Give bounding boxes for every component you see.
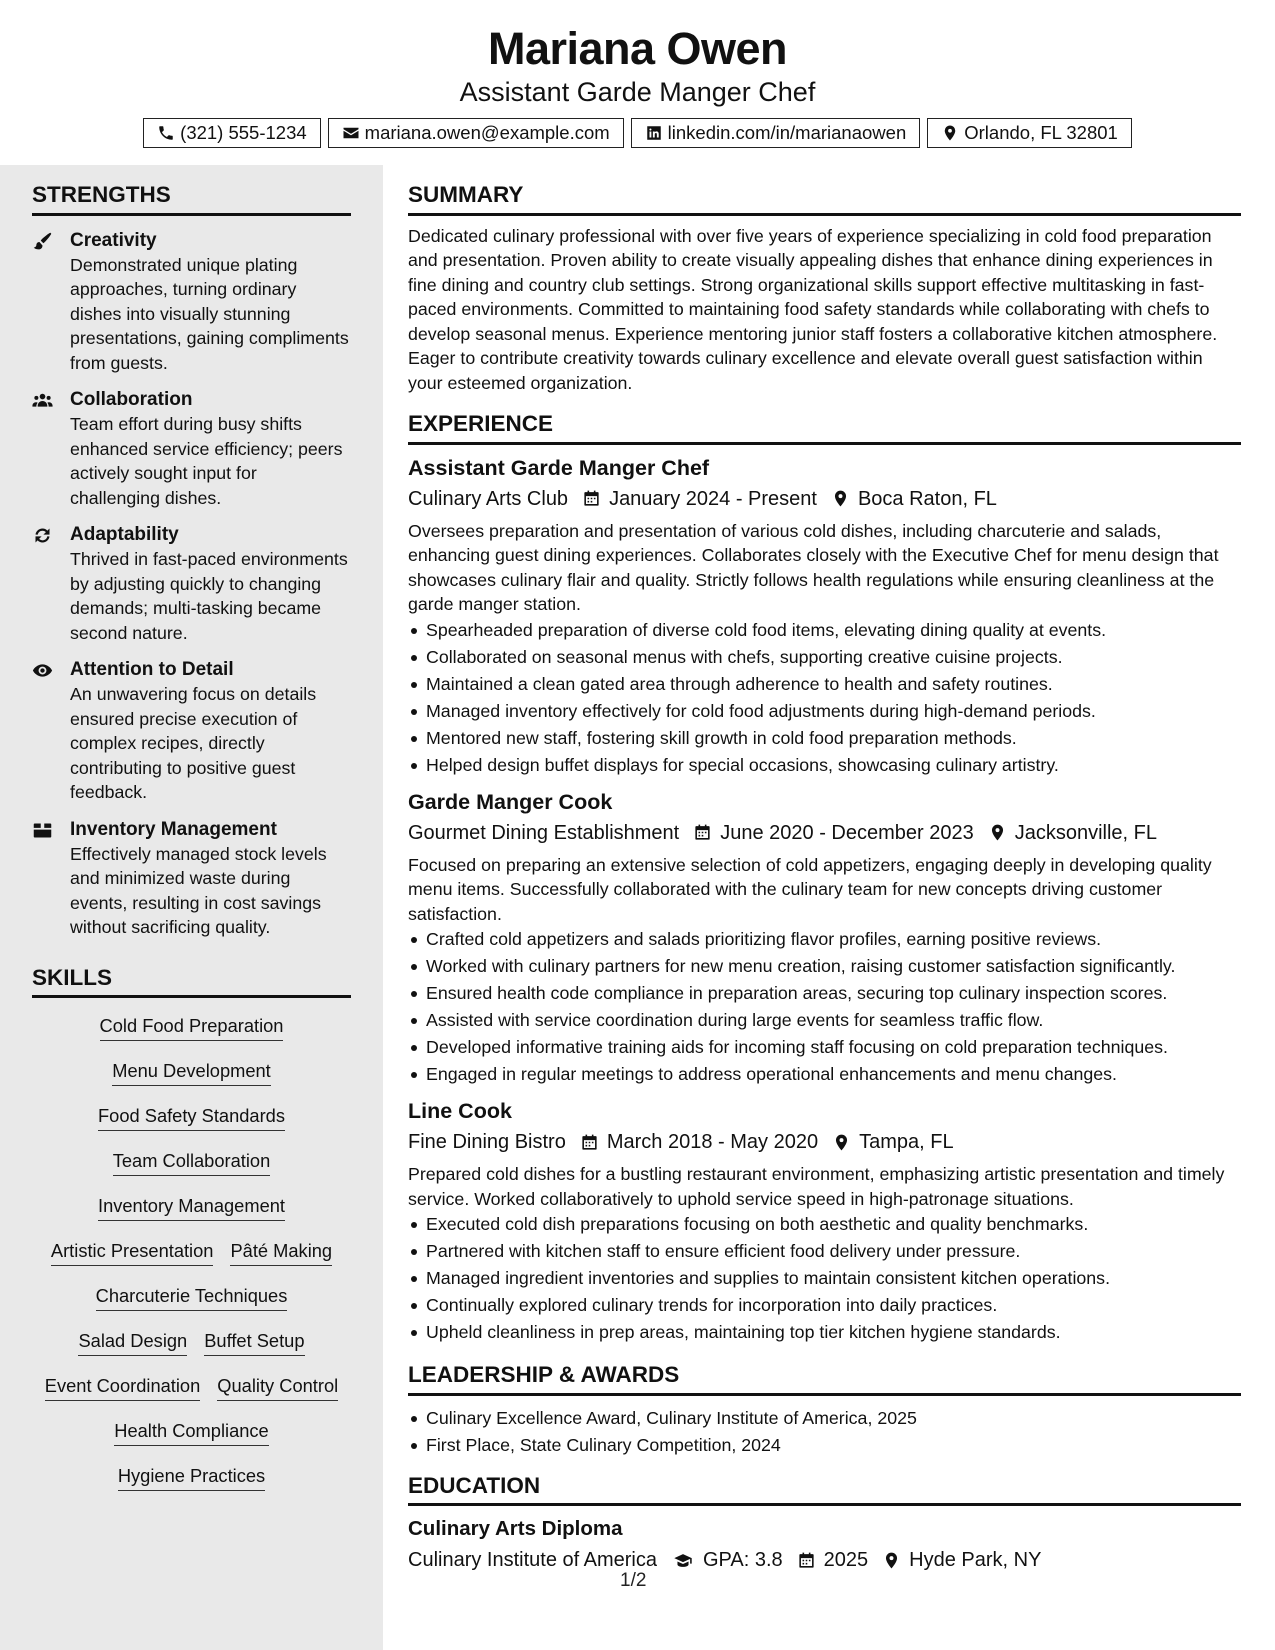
job-title: Line Cook [408, 1099, 512, 1123]
skill-tag: Cold Food Preparation [100, 1014, 284, 1041]
bullet-item: Upheld cleanliness in prep areas, maintaining top tier kitchen hygiene standards. [408, 1319, 1241, 1346]
map-marker-icon [831, 489, 850, 508]
skill-tag: Inventory Management [98, 1194, 285, 1221]
skill-tag: Food Safety Standards [98, 1104, 285, 1131]
job-description: Prepared cold dishes for a bustling restaurant environment, emphasizing artistic presentation and timely service. Worked collaboratively to uphold service speed in high-patronage situations. [408, 1164, 1225, 1209]
bullet-item: Spearheaded preparation of diverse cold food items, elevating dining quality at events. [408, 617, 1241, 644]
skill-tag: Health Compliance [114, 1419, 268, 1446]
education-year: 2025 [823, 1549, 869, 1571]
job-dates: June 2020 - December 2023 [720, 821, 974, 844]
skills-list [32, 1014, 351, 1509]
bullet-item: Developed informative training aids for incoming staff focusing on cold preparation techniques. [408, 1034, 1241, 1061]
bullet-item: Collaborated on seasonal menus with chefs, supporting creative cuisine projects. [408, 644, 1241, 671]
location-text: Orlando, FL 32801 [964, 122, 1118, 143]
bullet-item: Engaged in regular meetings to address operational enhancements and menu changes. [408, 1061, 1241, 1088]
location-contact [927, 118, 1132, 148]
strength-desc: Team effort during busy shifts enhanced service efficiency; peers actively sought input for challenging dishes. [70, 414, 343, 508]
job-bullets [408, 1211, 1241, 1346]
strength-item [32, 818, 351, 940]
job-meta [408, 820, 1241, 846]
education-entry [408, 1516, 1241, 1573]
degree-title: Culinary Arts Diploma [408, 1517, 623, 1540]
box-icon [32, 820, 53, 841]
phone-contact[interactable] [143, 118, 321, 148]
job-dates: March 2018 - May 2020 [606, 1131, 819, 1153]
summary-text: Dedicated culinary professional with over five years of experience specializing in cold food preparation and presentation. Proven ability to create visually appealing dishes that enhance dining experiences in fine dining and country club settings. Strong organizational skills support effective multitasking in fast-paced environments. Committed to maintaining food safety standards while collaborating with chefs to develop seasonal menus. Experience mentoring junior staff fosters a collaborative kitchen atmosphere. Eager to contribute creativity towards culinary excellence and elevate overall guest satisfaction within your esteemed organization. [408, 225, 1218, 393]
bullet-item: Mentored new staff, fostering skill growth in cold food preparation methods. [408, 725, 1241, 752]
strengths-heading: STRENGTHS [32, 184, 351, 216]
job-bullets [408, 617, 1241, 779]
education-meta [408, 1547, 1241, 1573]
map-marker-icon [832, 1133, 851, 1152]
job-description: Oversees preparation and presentation of various cold dishes, including charcuterie and salads, enhancing guest dining experiences. Collaborates closely with the Executive Chef for menu design that showcases culinary flair and quality. Strictly follows health regulations while ensuring cleanliness at the garde manger station. [408, 520, 1219, 614]
map-marker-icon [988, 823, 1007, 842]
job-dates: January 2024 - Present [609, 487, 817, 510]
gpa-text: GPA: 3.8 [703, 1549, 783, 1571]
award-item: First Place, State Culinary Competition, 2024 [408, 1432, 1241, 1459]
job-title: Garde Manger Cook [408, 789, 613, 814]
job-company: Fine Dining Bistro [408, 1131, 566, 1153]
users-icon [32, 390, 53, 411]
strength-desc: Demonstrated unique plating approaches, turning ordinary dishes into visually stunning presentations, gaining compliments from guests. [70, 254, 349, 373]
awards-list [408, 1405, 1241, 1459]
contact-bar [0, 118, 1275, 148]
skill-tag: Charcuterie Techniques [96, 1284, 288, 1311]
summary-heading: SUMMARY [408, 184, 1241, 216]
calendar-icon [582, 489, 601, 508]
award-item: Culinary Excellence Award, Culinary Institute of America, 2025 [408, 1405, 1241, 1432]
school-name: Culinary Institute of America [408, 1549, 657, 1571]
job-entry [408, 1098, 1241, 1346]
strength-item [32, 658, 351, 805]
strength-title: Collaboration [70, 389, 193, 410]
skill-tag: Pâté Making [230, 1239, 332, 1266]
job-meta [408, 1129, 1241, 1155]
job-location: Boca Raton, FL [857, 487, 997, 510]
skill-tag: Event Coordination [45, 1374, 201, 1401]
bullet-item: Helped design buffet displays for special occasions, showcasing culinary artistry. [408, 752, 1241, 779]
job-description: Focused on preparing an extensive selection of cold appetizers, engaging deeply in developing quality menu items. Successfully collaborated with the culinary team for new concepts driving customer satisfaction. [408, 854, 1212, 924]
calendar-icon [797, 1551, 816, 1570]
education-heading: EDUCATION [408, 1475, 1241, 1507]
calendar-icon [693, 823, 712, 842]
job-bullets [408, 926, 1241, 1088]
skills-heading: SKILLS [32, 967, 351, 999]
strength-item [32, 229, 351, 376]
job-company: Gourmet Dining Establishment [408, 821, 680, 844]
job-entry [408, 789, 1241, 1089]
strength-desc: Thrived in fast-paced environments by adjusting quickly to changing demands; multi-tasking became second nature. [70, 549, 348, 643]
bullet-item: Executed cold dish preparations focusing on both aesthetic and quality benchmarks. [408, 1211, 1241, 1238]
bullet-item: Managed ingredient inventories and supplies to maintain consistent kitchen operations. [408, 1265, 1241, 1292]
bullet-item: Managed inventory effectively for cold food adjustments during high-demand periods. [408, 698, 1241, 725]
skill-tag: Artistic Presentation [51, 1239, 214, 1266]
skill-tag: Hygiene Practices [118, 1464, 265, 1491]
linkedin-icon [645, 124, 663, 142]
candidate-name: Mariana Owen [487, 23, 788, 74]
page-number: 1/2 [620, 1570, 647, 1591]
strength-title: Attention to Detail [70, 659, 234, 680]
map-marker-icon [941, 124, 959, 142]
candidate-title: Assistant Garde Manger Chef [459, 77, 816, 107]
experience-heading: EXPERIENCE [408, 413, 1241, 445]
skill-tag: Buffet Setup [204, 1329, 304, 1356]
job-location: Tampa, FL [859, 1131, 954, 1153]
job-entry [408, 455, 1241, 779]
education-location: Hyde Park, NY [909, 1549, 1042, 1571]
strength-title: Adaptability [70, 524, 179, 545]
bullet-item: Assisted with service coordination during large events for seamless traffic flow. [408, 1007, 1241, 1034]
skill-tag: Menu Development [112, 1059, 271, 1086]
bullet-item: Continually explored culinary trends for incorporation into daily practices. [408, 1292, 1241, 1319]
phone-icon [157, 124, 175, 142]
awards-heading: LEADERSHIP & AWARDS [408, 1364, 1241, 1396]
map-marker-icon [882, 1551, 901, 1570]
brush-icon [32, 231, 53, 252]
job-meta [408, 486, 1241, 512]
bullet-item: Crafted cold appetizers and salads prioritizing flavor profiles, earning positive reviews. [408, 926, 1241, 953]
envelope-icon [342, 124, 360, 142]
resume-header [0, 0, 1275, 165]
job-title: Assistant Garde Manger Chef [408, 455, 710, 480]
main-column [408, 165, 1241, 1573]
linkedin-text: linkedin.com/in/marianaowen [667, 122, 907, 143]
strength-desc: An unwavering focus on details ensured precise execution of complex recipes, directly contributing to positive guest feedback. [70, 684, 317, 802]
bullet-item: Worked with culinary partners for new menu creation, raising customer satisfaction significantly. [408, 953, 1241, 980]
eye-icon [32, 660, 53, 681]
linkedin-contact[interactable] [631, 118, 921, 148]
email-contact[interactable] [328, 118, 624, 148]
phone-text: (321) 555-1234 [180, 122, 307, 143]
bullet-item: Partnered with kitchen staff to ensure efficient food delivery under pressure. [408, 1238, 1241, 1265]
graduation-cap-icon [671, 1551, 695, 1570]
email-text: mariana.owen@example.com [364, 122, 610, 143]
strength-title: Inventory Management [70, 818, 277, 840]
strength-item [32, 388, 351, 510]
strength-desc: Effectively managed stock levels and minimized waste during events, resulting in cost savings without sacrificing quality. [70, 843, 327, 937]
skill-tag: Salad Design [78, 1329, 187, 1356]
calendar-icon [580, 1133, 599, 1152]
job-company: Culinary Arts Club [408, 487, 569, 510]
bullet-item: Ensured health code compliance in preparation areas, securing top culinary inspection scores. [408, 980, 1241, 1007]
job-location: Jacksonville, FL [1014, 821, 1158, 844]
bullet-item: Maintained a clean gated area through adherence to health and safety routines. [408, 671, 1241, 698]
skill-tag: Quality Control [217, 1374, 338, 1401]
skill-tag: Team Collaboration [113, 1149, 271, 1176]
sidebar [0, 165, 383, 1650]
sync-icon [32, 525, 53, 546]
strength-item [32, 523, 351, 645]
strength-title: Creativity [70, 229, 157, 251]
